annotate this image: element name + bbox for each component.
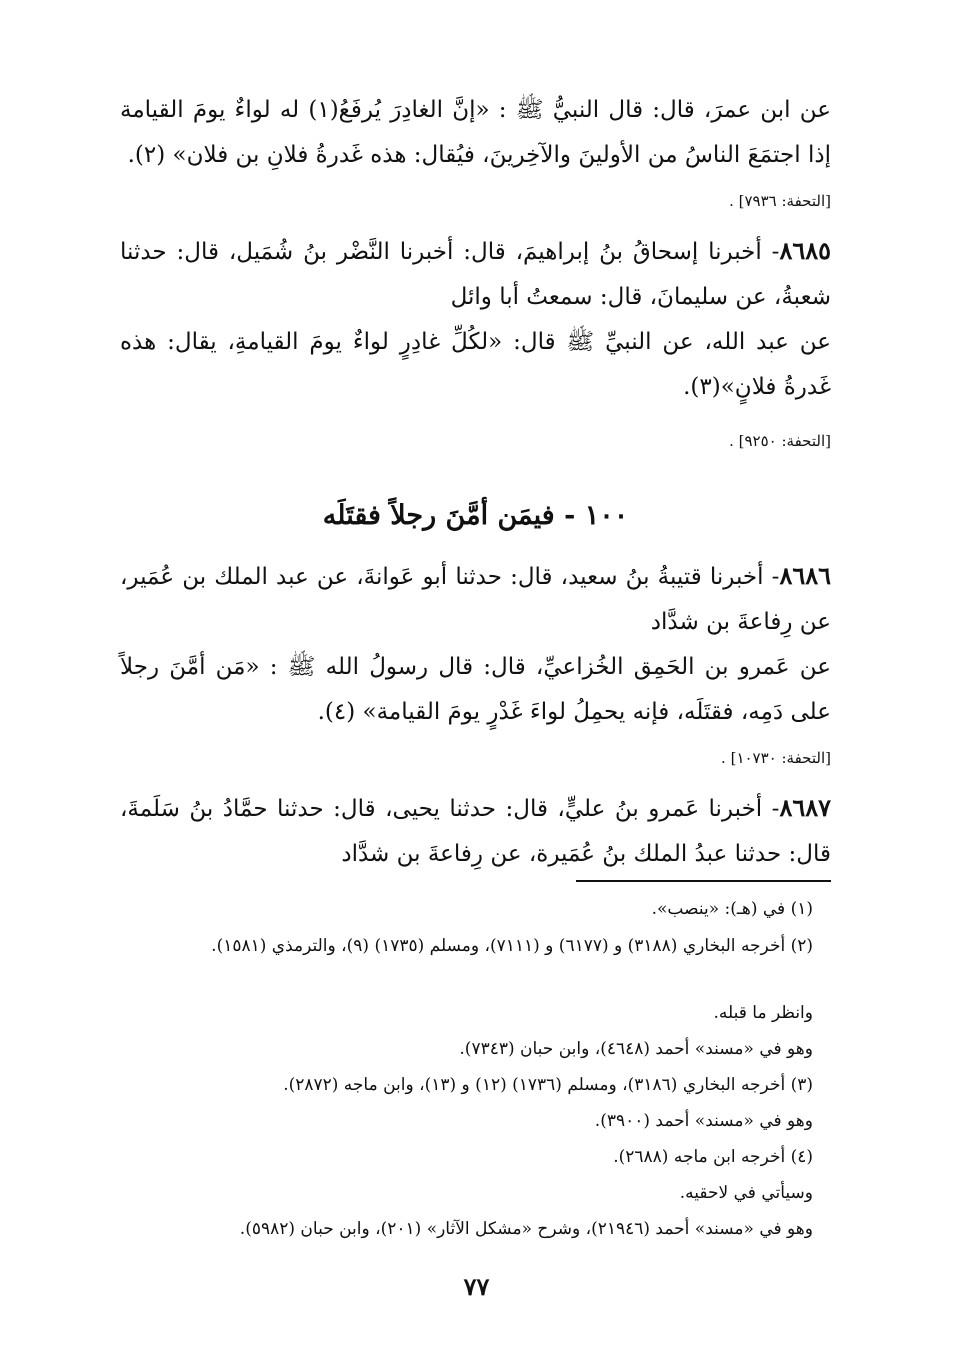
isnad-text: - أخبرنا قتيبةُ بنُ سعيد، قال: حدثنا أبو عَوانةَ، عن عبد الملك بن عُمَير، عن رِفاعةَ بن شدَّاد (120, 564, 831, 635)
footnote: (١) في (هـ): «ينصب». (651, 899, 813, 919)
footnote: وانظر ما قبله. (713, 1003, 813, 1023)
hadith-8686-matn: عن عَمرو بن الحَمِق الخُزاعيِّ، قال: قال رسولُ الله ﷺ : «مَن أمَّنَ رجلاً على دَمِه، فقتَلَه، فإنه يحمِلُ لواءَ غَدْرٍ يومَ القيامة» (٤). (120, 654, 831, 725)
hadith-number: ٨٦٨٧ (779, 793, 831, 822)
tuhfa-reference: [التحفة: ١٠٧٣٠] . (721, 749, 831, 767)
footnote: وسيأتي في لاحقيه. (679, 1183, 813, 1203)
footnote: (٤) أخرجه ابن ماجه (٢٦٨٨). (613, 1147, 813, 1167)
tuhfa-reference: [التحفة: ٩٢٥٠] . (729, 432, 831, 450)
tuhfa-reference: [التحفة: ٧٩٣٦] . (729, 192, 831, 210)
hadith-8685-isnad (120, 228, 831, 320)
isnad-text: - أخبرنا إسحاقُ بنُ إبراهيمَ، قال: أخبرنا النَّضْر بنُ شُمَيل، قال: حدثنا شعبةُ، عن سليمانَ، قال: سمعتُ أبا وائل (120, 239, 831, 310)
isnad-text: - أخبرنا عَمرو بنُ عليٍّ، قال: حدثنا يحيى، قال: حدثنا حمَّادُ بنُ سَلَمةَ، قال: حدثنا عبدُ الملك بنُ عُمَيرة، عن رِفاعةَ بن شدَّاد (120, 796, 831, 867)
chapter-heading: ١٠٠ - فيمَن أمَّنَ رجلاً فقتَلَه (322, 500, 629, 531)
footnote: وهو في «مسند» أحمد (٢١٩٤٦)، وشرح «مشكل الآثار» (٢٠١)، وابن حبان (٥٩٨٢). (239, 1219, 813, 1239)
hadith-8686-isnad (120, 553, 831, 645)
footnote: (٣) أخرجه البخاري (٣١٨٦)، ومسلم (١٧٣٦) (١٢) و (١٣)، وابن ماجه (٢٨٧٢). (283, 1075, 813, 1095)
hadith-8684-text: عن ابن عمرَ، قال: قال النبيُّ ﷺ : «إنَّ الغادِرَ يُرفَعُ(١) له لواءٌ يومَ القيامة إذا اجتمَعَ الناسُ من الأولينَ والآخِرينَ، فيُقال: هذه غَدرةُ فلانِ بن فلان» (٢). (120, 97, 831, 168)
page-number: ٧٧ (463, 1272, 490, 1301)
footnote: (٢) أخرجه البخاري (٣١٨٨) و (٦١٧٧) و (٧١١١)، ومسلم (١٧٣٥) (٩)، والترمذي (١٥٨١). (211, 936, 813, 956)
hadith-8685-matn: عن عبد الله، عن النبيِّ ﷺ قال: «لكُلِّ غادِرٍ لواءٌ يومَ القيامةِ، يقال: هذه غَدرةُ فلانٍ»(٣). (120, 329, 831, 400)
hadith-number: ٨٦٨٥ (779, 236, 831, 265)
hadith-number: ٨٦٨٦ (779, 561, 831, 590)
footnote-separator (576, 880, 831, 882)
footnote: وهو في «مسند» أحمد (٤٦٤٨)، وابن حبان (٧٣٤٣). (459, 1039, 813, 1059)
footnote: وهو في «مسند» أحمد (٣٩٠٠). (594, 1111, 813, 1131)
hadith-8687-isnad (120, 785, 831, 877)
